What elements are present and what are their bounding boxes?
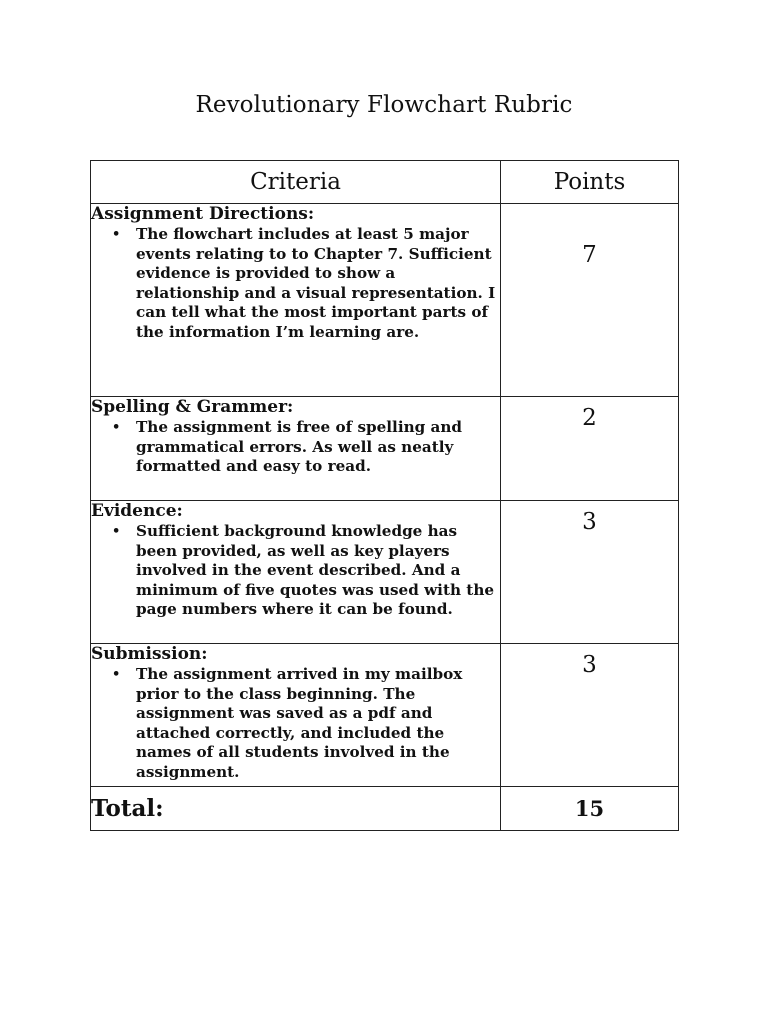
criterion-list (91, 665, 500, 782)
points-cell: 7 (501, 204, 679, 397)
table-row (91, 644, 679, 787)
criterion-list (91, 522, 500, 620)
criterion-heading: Assignment Directions: (91, 204, 315, 224)
criterion-heading: Evidence: (91, 501, 183, 521)
criterion-text: Sufficient background knowledge has been provided, as well as key players involved in the event described. And a minimum of five quotes was used with the page numbers where it can be found. (136, 522, 495, 618)
criterion-text: The assignment arrived in my mailbox prior to the class beginning. The assignment was saved as a pdf and attached correctly, and included the names of all students involved in the assignment. (136, 665, 463, 781)
criterion-text: The flowchart includes at least 5 major events relating to to Chapter 7. Sufficient evidence is provided to show a relationship and a visual representation. I can tell what the most important parts of the information I’m learning are. (136, 225, 496, 341)
total-value: 15 (501, 787, 679, 831)
rubric-table (90, 160, 679, 831)
criterion-description (112, 225, 500, 342)
criteria-cell (91, 204, 501, 397)
criterion-text: The assignment is free of spelling and grammatical errors. As well as neatly formatted and easy to read. (136, 418, 463, 475)
criterion-list (91, 225, 500, 342)
criteria-header: Criteria (91, 161, 501, 204)
criterion-description (112, 665, 500, 782)
table-row (91, 204, 679, 397)
header-row (91, 161, 679, 204)
criterion-list (91, 418, 500, 477)
criteria-cell (91, 397, 501, 501)
criteria-cell (91, 501, 501, 644)
criterion-heading: Spelling & Grammer: (91, 397, 294, 417)
bullet-icon: • (112, 667, 121, 682)
criterion-description (112, 522, 500, 620)
criteria-cell (91, 644, 501, 787)
points-cell: 3 (501, 644, 679, 787)
criterion-description (112, 418, 500, 477)
bullet-icon: • (112, 524, 121, 539)
points-cell: 2 (501, 397, 679, 501)
points-cell: 3 (501, 501, 679, 644)
total-label: Total: (91, 787, 501, 831)
table-row (91, 501, 679, 644)
total-row (91, 787, 679, 831)
points-header: Points (501, 161, 679, 204)
criterion-heading: Submission: (91, 644, 208, 664)
document-title: Revolutionary Flowchart Rubric (195, 92, 573, 118)
bullet-icon: • (112, 227, 121, 242)
table-row (91, 397, 679, 501)
bullet-icon: • (112, 420, 121, 435)
